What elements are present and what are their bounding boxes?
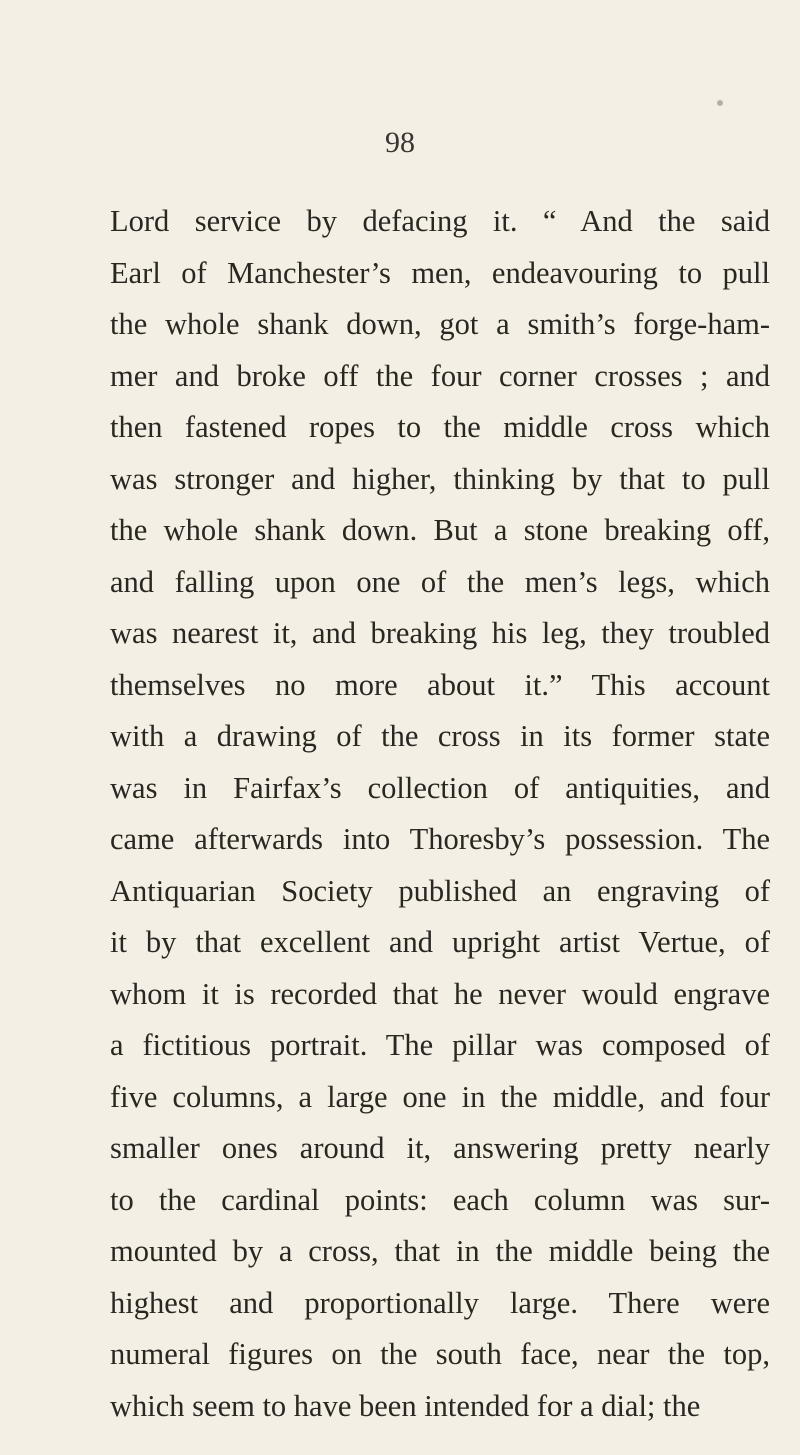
page-number: 98 xyxy=(385,126,415,159)
text-line: to the cardinal points: each column was sur- xyxy=(110,1182,770,1217)
text-line: Lord service by defacing it. “ And the said xyxy=(110,204,770,238)
body-text xyxy=(110,201,770,1437)
text-line: with a drawing of the cross in its former state xyxy=(110,719,770,753)
text-line: which seem to have been intended for a dial; the xyxy=(110,1388,701,1423)
text-line: was nearest it, and breaking his leg, they troubled xyxy=(110,616,770,650)
text-line: highest and proportionally large. There were xyxy=(110,1285,770,1320)
text-line: whom it is recorded that he never would engrave xyxy=(110,976,770,1011)
paper-speck xyxy=(717,100,723,106)
text-line: Earl of Manchester’s men, endeavouring to pull xyxy=(110,255,770,290)
text-line: the whole shank down. But a stone breaking off, xyxy=(110,513,770,547)
text-line: mer and broke off the four corner crosses ; and xyxy=(110,358,770,393)
text-line: was in Fairfax’s collection of antiquities, and xyxy=(110,770,770,805)
text-line: then fastened ropes to the middle cross which xyxy=(110,410,770,444)
text-line: it by that excellent and upright artist Vertue, of xyxy=(110,925,770,959)
text-line: Antiquarian Society published an engraving of xyxy=(110,873,770,908)
text-line: numeral figures on the south face, near the top, xyxy=(110,1337,770,1371)
text-line: and falling upon one of the men’s legs, which xyxy=(110,564,770,599)
text-line: was stronger and higher, thinking by that to pull xyxy=(110,461,770,496)
text-line: mounted by a cross, that in the middle being the xyxy=(110,1234,770,1268)
text-line: a fictitious portrait. The pillar was composed of xyxy=(110,1028,770,1062)
text-line: five columns, a large one in the middle, and four xyxy=(110,1079,770,1114)
text-line: came afterwards into Thoresby’s possession. The xyxy=(110,822,770,856)
text-line: the whole shank down, got a smith’s forge-ham- xyxy=(110,307,770,341)
text-line: smaller ones around it, answering pretty nearly xyxy=(110,1131,770,1165)
text-line: themselves no more about it.” This account xyxy=(110,667,770,702)
